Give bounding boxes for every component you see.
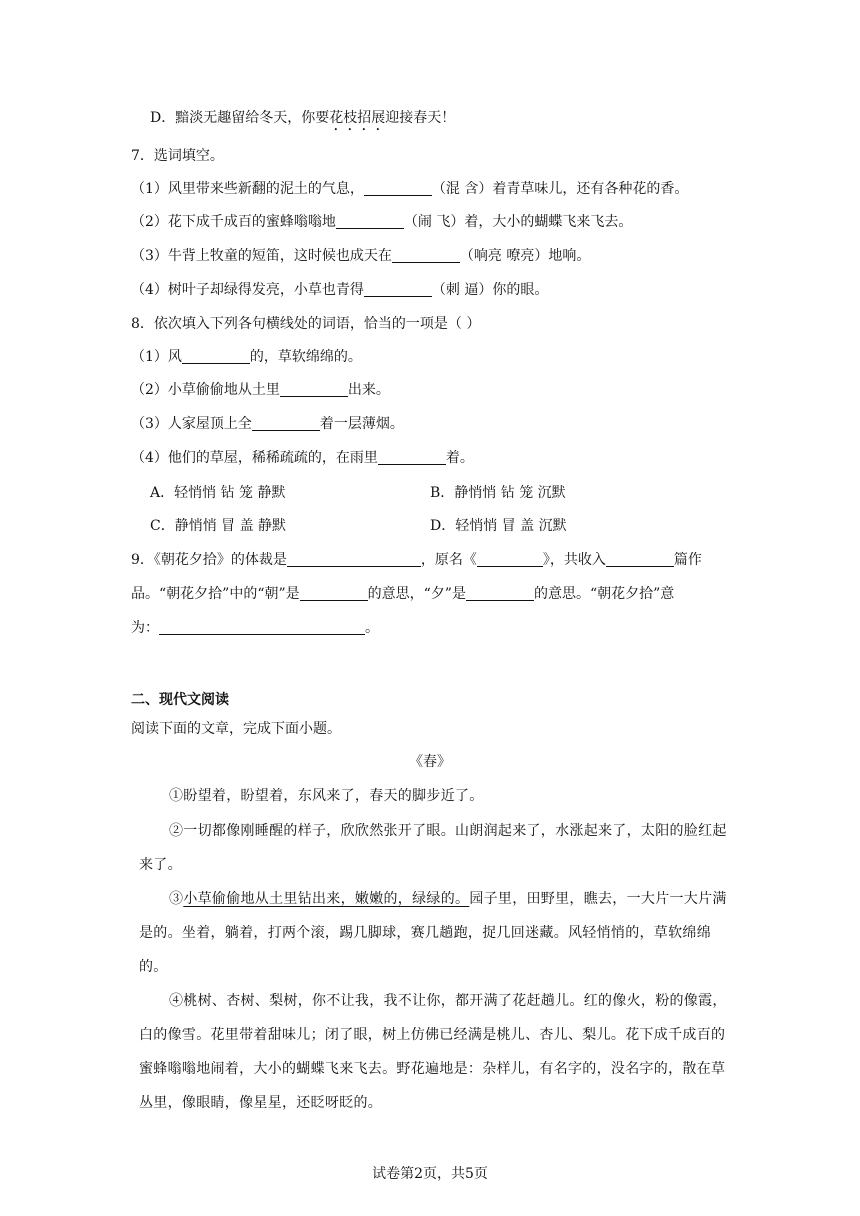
q9-text-7: 的意思。“朝花夕拾”意: [533, 586, 675, 602]
q7-item-4: [131, 280, 548, 300]
q7-item-1-text: （1）风里带来些新翻的泥土的气息，: [131, 181, 364, 197]
q8-item-4: [131, 448, 474, 468]
q9-text-3: 》，共收入: [542, 552, 606, 568]
q9-blank-count[interactable]: [606, 551, 674, 567]
q9-text-4: 篇作: [673, 552, 702, 568]
q9-blank-meaning[interactable]: [159, 619, 365, 635]
q6-option-d-prefix: D．黯淡无趣留给冬天，你要: [150, 110, 330, 126]
q7-item-3-blank[interactable]: [392, 247, 460, 263]
q8-option-a[interactable]: A．轻悄悄 钻 笼 静默: [150, 485, 286, 501]
page-footer: 试卷第2页，共5页: [372, 1166, 488, 1182]
q8-item-4-text-end: 着。: [445, 450, 474, 466]
passage-paragraph-1-text: ①盼望着，盼望着，东风来了，春天的脚步近了。: [169, 788, 484, 804]
q6-option-d-suffix: 迎接春天！: [385, 110, 456, 126]
q8-item-3: [131, 414, 404, 434]
q6-option-d: [150, 108, 455, 134]
passage-paragraph-3-number: ③: [169, 891, 184, 907]
passage-paragraph-4-text: ④桃树、杏树、梨树，你不让我，我不让你，都开满了花赶趟儿。红的像火，粉的像霞，白的像雪。花里带着甜味儿；闭了眼，树上仿佛已经满是桃儿、杏儿、梨儿。花下成千成百的蜜蜂嗡嗡地闹着，大小的蝴蝶飞来飞去。野花遍地是：杂样儿，有名字的，没名字的，散在草丛里，像眼睛，像星星，还眨呀眨的。: [139, 993, 727, 1111]
q7-item-4-text: （4）树叶子却绿得发亮，小草也青得: [131, 282, 364, 298]
passage-paragraph-3-text: 园子里，田野里，瞧去，一大片一大片满是的。坐着，躺着，打两个滚，踢几脚球，赛几趟跑，捉几回迷藏。风轻悄悄的，草软绵绵的。: [139, 891, 727, 975]
passage-paragraph-1: [139, 779, 735, 813]
q7-item-3-choices: （响亮 嘹亮）地响。: [459, 248, 591, 264]
q9-line-1: [131, 550, 702, 570]
q8-item-3-text-end: 着一层薄烟。: [319, 416, 404, 432]
q9-text-2: ，原名《: [420, 552, 477, 568]
q7-item-1-choices: （混 含）着青草味儿，还有各种花的香。: [431, 181, 689, 197]
q8-item-4-text: （4）他们的草屋，稀稀疏疏的，在雨里: [131, 450, 378, 466]
passage-underlined-sentence: 小草偷偷地从土里钻出来，嫩嫩的，绿绿的。: [183, 891, 470, 907]
q9-blank-xi[interactable]: [466, 585, 534, 601]
q8-title: 8．依次填入下列各句横线处的词语，恰当的一项是（ ）: [131, 316, 481, 332]
section-2-instruction: 阅读下面的文章，完成下面小题。: [131, 721, 341, 737]
q8-option-b[interactable]: B．静悄悄 钻 笼 沉默: [430, 485, 566, 501]
q8-item-3-blank[interactable]: [252, 415, 320, 431]
q8-option-d[interactable]: D．轻悄悄 冒 盖 沉默: [430, 518, 567, 534]
q8-item-3-text: （3）人家屋顶上全: [131, 416, 252, 432]
q9-text-8: 为：: [131, 620, 159, 636]
q7-item-2: [131, 212, 632, 232]
q9-blank-zhao[interactable]: [300, 585, 368, 601]
passage-title: 《春》: [409, 754, 451, 770]
q7-item-3-text: （3）牛背上牧童的短笛，这时候也成天在: [131, 248, 392, 264]
q9-text-6: 的意思，“夕”是: [367, 586, 466, 602]
q9-line-2: [131, 584, 674, 604]
q9-blank-original-name[interactable]: [477, 551, 543, 567]
q8-item-1-text-end: 的，草软绵绵的。: [249, 349, 362, 365]
q9-line-3: [131, 618, 379, 638]
q7-item-2-blank[interactable]: [336, 213, 404, 229]
q7-item-2-text: （2）花下成千成百的蜜蜂嗡嗡地: [131, 214, 336, 230]
q6-option-d-dotted: 花枝招展: [329, 110, 386, 126]
q8-item-2-blank[interactable]: [280, 381, 348, 397]
passage-paragraph-3: [139, 882, 735, 984]
q8-item-1: [131, 347, 362, 367]
q7-item-1-blank[interactable]: [364, 180, 432, 196]
q8-option-c[interactable]: C．静悄悄 冒 盖 静默: [150, 518, 287, 534]
q9-blank-genre[interactable]: [287, 551, 421, 567]
q9-text-5: 品。“朝花夕拾”中的“朝”是: [131, 586, 300, 602]
q8-item-2-text-end: 出来。: [347, 382, 390, 398]
q8-item-2-text: （2）小草偷偷地从土里: [131, 382, 280, 398]
section-2-heading: 二、现代文阅读: [131, 692, 229, 708]
q7-item-4-choices: （刺 逼）你的眼。: [431, 282, 549, 298]
q8-item-1-blank[interactable]: [182, 348, 250, 364]
q7-item-4-blank[interactable]: [364, 281, 432, 297]
q8-item-4-blank[interactable]: [378, 449, 446, 465]
passage-paragraph-2-text: ②一切都像刚睡醒的样子，欣欣然张开了眼。山朗润起来了，水涨起来了，太阳的脸红起来了。: [139, 823, 727, 873]
q7-item-1: [131, 179, 688, 199]
q8-item-1-text: （1）风: [131, 349, 182, 365]
q7-item-2-choices: （闹 飞）着，大小的蝴蝶飞来飞去。: [403, 214, 633, 230]
q9-text-1: 9．《朝花夕拾》的体裁是: [131, 552, 287, 568]
q8-item-2: [131, 380, 390, 400]
passage-paragraph-4: [139, 984, 735, 1120]
q9-text-9: 。: [365, 620, 379, 636]
q7-title: 7．选词填空。: [131, 148, 224, 164]
q7-item-3: [131, 246, 590, 266]
passage-paragraph-2: [139, 814, 735, 882]
